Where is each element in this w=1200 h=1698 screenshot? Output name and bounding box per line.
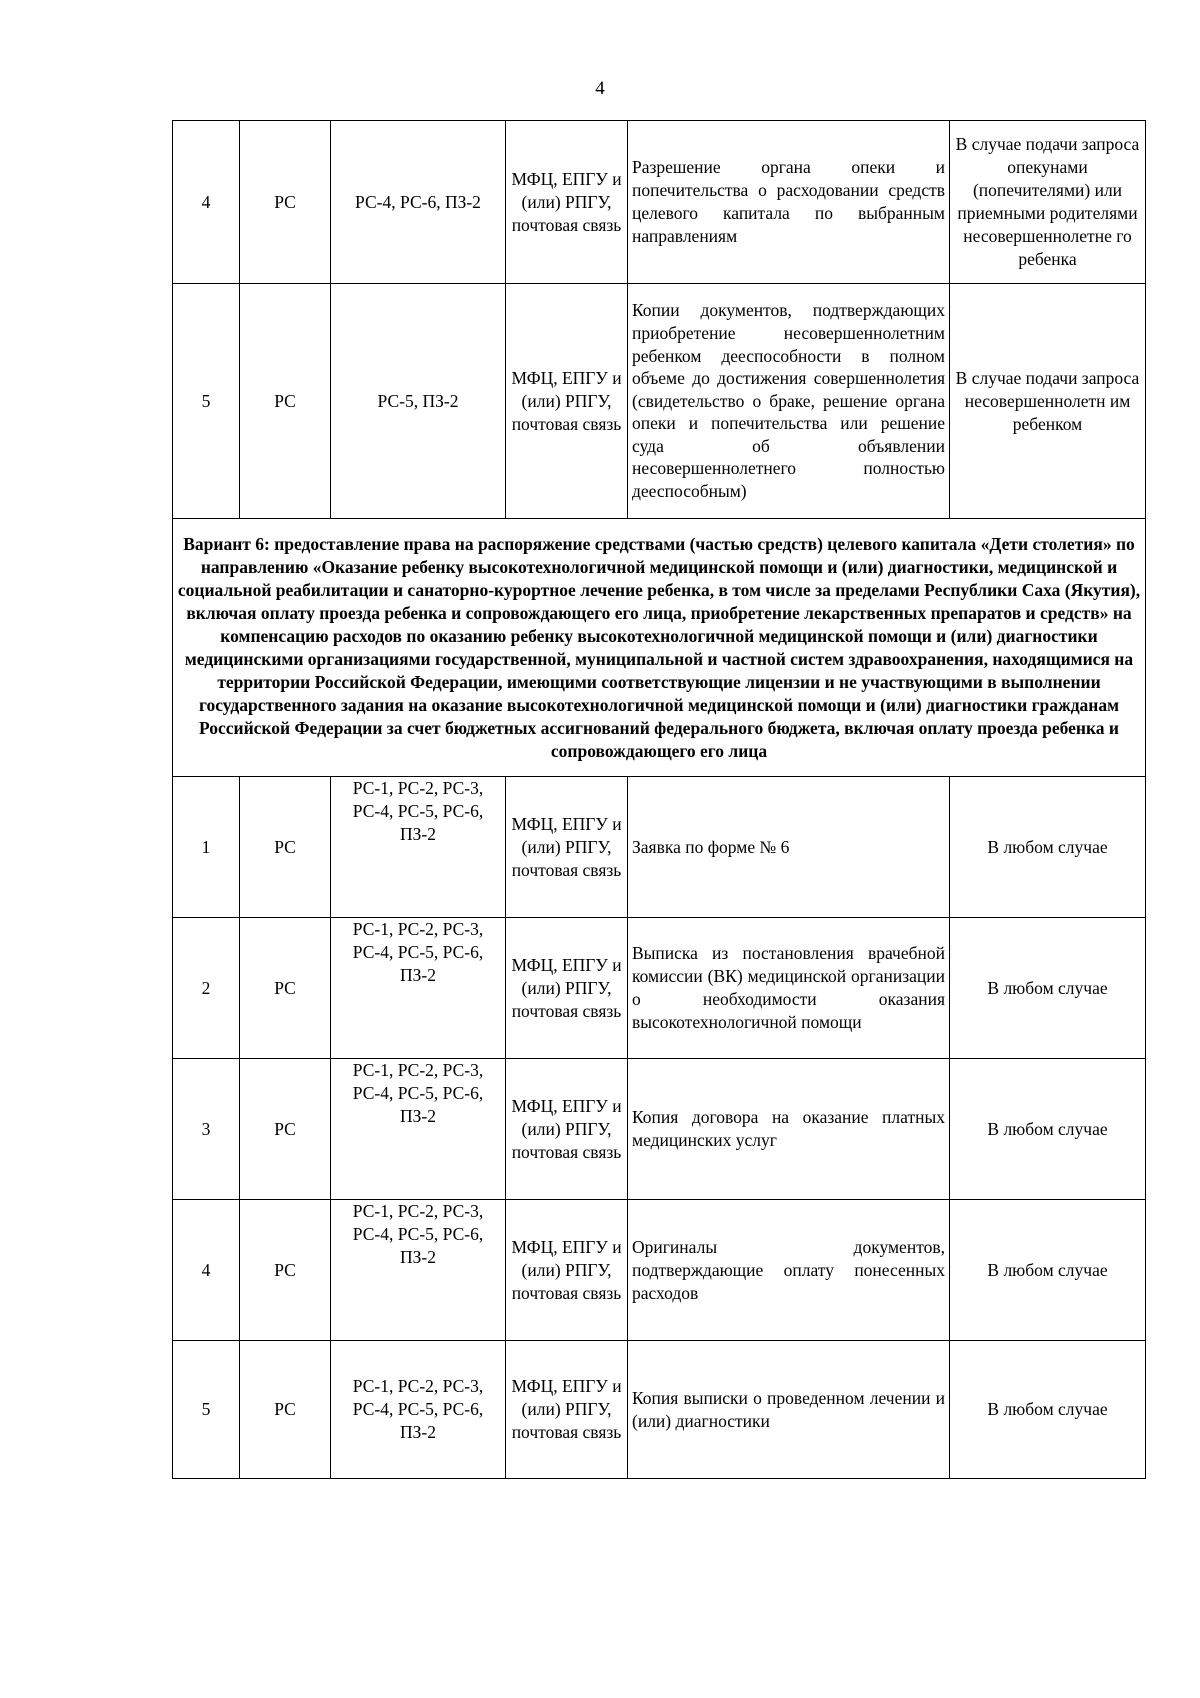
page-number: 4 (595, 78, 605, 99)
row-channels: МФЦ, ЕПГУ и (или) РПГУ, почтовая связь (506, 1341, 628, 1479)
row-requisites: РС-4, РС-6, ПЗ-2 (331, 121, 506, 284)
row-requisites: РС-1, РС-2, РС-3, РС-4, РС-5, РС-6, ПЗ-2 (331, 1341, 506, 1479)
row-channels: МФЦ, ЕПГУ и (или) РПГУ, почтовая связь (506, 1059, 628, 1200)
row-condition: В любом случае (950, 1200, 1146, 1341)
table-row (173, 284, 1146, 519)
table-row (173, 121, 1146, 284)
row-code: РС (240, 1341, 331, 1479)
row-requisites: РС-5, ПЗ-2 (331, 284, 506, 519)
row-document: Заявка по форме № 6 (628, 777, 950, 918)
row-requisites: РС-1, РС-2, РС-3, РС-4, РС-5, РС-6, ПЗ-2 (331, 1059, 506, 1200)
row-channels: МФЦ, ЕПГУ и (или) РПГУ, почтовая связь (506, 777, 628, 918)
row-number: 2 (173, 918, 240, 1059)
row-condition: В любом случае (950, 1059, 1146, 1200)
row-requisites: РС-1, РС-2, РС-3, РС-4, РС-5, РС-6, ПЗ-2 (331, 777, 506, 918)
row-channels: МФЦ, ЕПГУ и (или) РПГУ, почтовая связь (506, 121, 628, 284)
row-channels: МФЦ, ЕПГУ и (или) РПГУ, почтовая связь (506, 1200, 628, 1341)
row-channels: МФЦ, ЕПГУ и (или) РПГУ, почтовая связь (506, 284, 628, 519)
row-condition: В любом случае (950, 918, 1146, 1059)
row-code: РС (240, 1200, 331, 1341)
row-requisites: РС-1, РС-2, РС-3, РС-4, РС-5, РС-6, ПЗ-2 (331, 918, 506, 1059)
row-condition: В случае подачи запроса несовершеннолетн им ребенком (950, 284, 1146, 519)
table-row (173, 1200, 1146, 1341)
row-document: Копия договора на оказание платных медицинских услуг (628, 1059, 950, 1200)
variant-title: Вариант 6: предоставление права на распоряжение средствами (частью средств) целевого капитала «Дети столетия» по направлению «Оказание ребенку высокотехнологичной медицинской помощи и (или) диагностики, медицинской и социальной реабилитации и санаторно-курортное лечение ребенка, в том числе за пределами Республики Саха (Якутия), включая оплату проезда ребенка и сопровождающего его лица, приобретение лекарственных препаратов и средств» на компенсацию расходов по оказанию ребенку высокотехнологичной медицинской помощи и (или) диагностики медицинскими организациями государственной, муниципальной и частной систем здравоохранения, находящимися на территории Российской Федерации, имеющими соответствующие лицензии и не участвующими в выполнении государственного задания на оказание высокотехнологичной медицинской помощи и (или) диагностики гражданам Российской Федерации за счет бюджетных ассигнований федерального бюджета, включая оплату проезда ребенка и сопровождающего его лица (173, 519, 1146, 777)
row-number: 1 (173, 777, 240, 918)
table-row (173, 1341, 1146, 1479)
documents-table (172, 120, 1146, 1479)
row-code: РС (240, 121, 331, 284)
table-row (173, 918, 1146, 1059)
row-requisites: РС-1, РС-2, РС-3, РС-4, РС-5, РС-6, ПЗ-2 (331, 1200, 506, 1341)
row-document: Копии документов, подтверждающих приобретение несовершеннолетним ребенком дееспособности в полном объеме до достижения совершеннолетия (свидетельство о браке, решение органа опеки и попечительства или решение суда об объявлении несовершеннолетнего полностью дееспособным) (628, 284, 950, 519)
row-code: РС (240, 284, 331, 519)
row-number: 4 (173, 121, 240, 284)
row-number: 5 (173, 1341, 240, 1479)
row-code: РС (240, 1059, 331, 1200)
table-row (173, 1059, 1146, 1200)
row-code: РС (240, 918, 331, 1059)
row-number: 5 (173, 284, 240, 519)
row-condition: В любом случае (950, 777, 1146, 918)
variant-heading-row (173, 519, 1146, 777)
row-document: Копия выписки о проведенном лечении и (или) диагностики (628, 1341, 950, 1479)
row-number: 3 (173, 1059, 240, 1200)
row-document: Выписка из постановления врачебной комиссии (ВК) медицинской организации о необходимости оказания высокотехнологичной помощи (628, 918, 950, 1059)
row-channels: МФЦ, ЕПГУ и (или) РПГУ, почтовая связь (506, 918, 628, 1059)
row-condition: В случае подачи запроса опекунами (попечителями) или приемными родителями несовершеннолетне го ребенка (950, 121, 1146, 284)
row-condition: В любом случае (950, 1341, 1146, 1479)
row-document: Разрешение органа опеки и попечительства о расходовании средств целевого капитала по выбранным направлениям (628, 121, 950, 284)
row-document: Оригиналы документов, подтверждающие оплату понесенных расходов (628, 1200, 950, 1341)
row-number: 4 (173, 1200, 240, 1341)
table-row (173, 777, 1146, 918)
row-code: РС (240, 777, 331, 918)
